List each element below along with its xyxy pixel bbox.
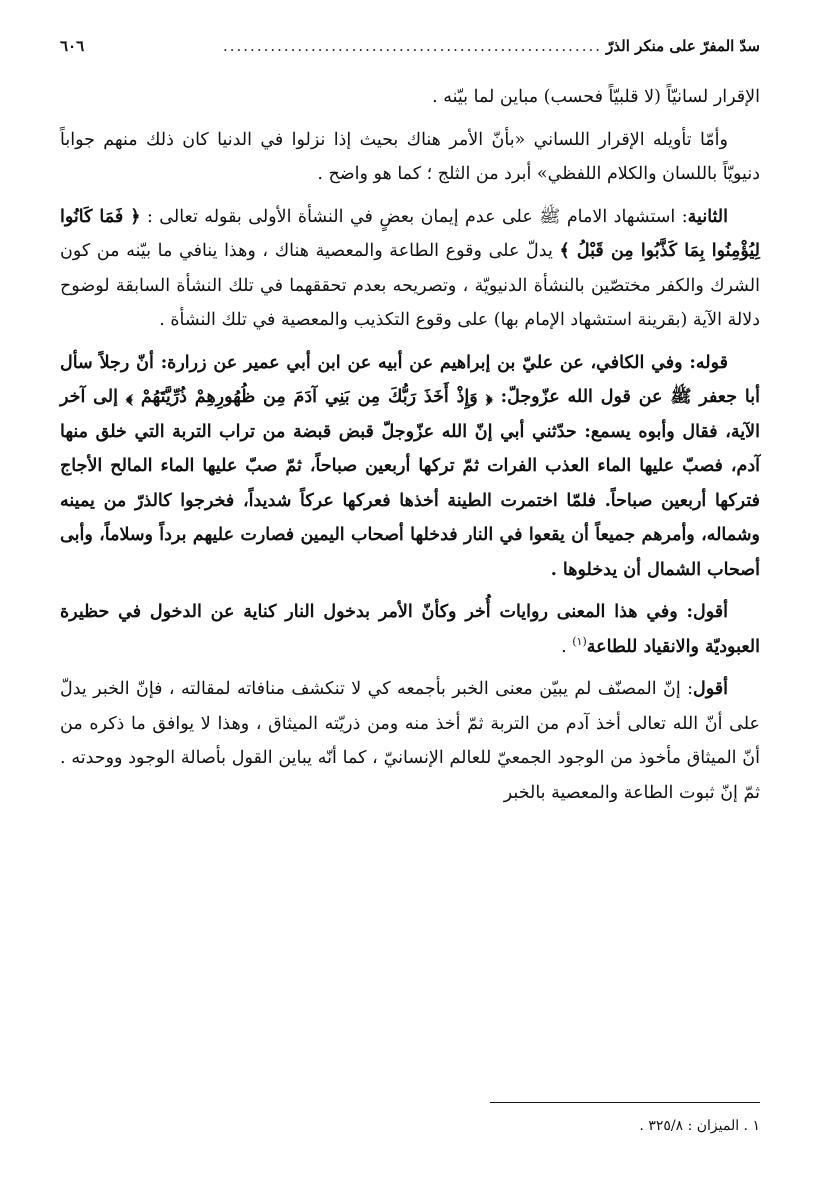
quran-verse: ﴿ وَإِذْ أَخَذَ رَبُّكَ مِن بَنِي آدَمَ مِن ظُهُورِهِمْ ذُرِّيَّتَهُمْ ﴾ bbox=[125, 387, 493, 407]
bold-text: قوله: وفي الكافي، عن عليّ بن إبراهيم عن أبيه عن ابن أبي عمير عن زرارة: أنّ رجلاً سأل أبا جعفر ﷺ عن قول الله عزّوجلّ: bbox=[60, 352, 760, 407]
main-text bbox=[60, 80, 760, 818]
paragraph-p2 bbox=[60, 123, 760, 192]
bold-text: أقول bbox=[693, 679, 728, 699]
quran-verse: ﴿ فَمَا كَانُوا لِيُؤْمِنُوا بِمَا كَذَّبُوا مِن قَبْلُ ﴾ bbox=[60, 206, 760, 261]
paragraph-p3 bbox=[60, 200, 760, 338]
body-text: . bbox=[561, 636, 573, 657]
bold-text: الثانية bbox=[687, 206, 728, 227]
body-text: وأمّا تأويله الإقرار اللساني «بأنّ الأمر هناك بحيث إذا نزلوا في الدنيا كان ذلك منهم جواباً دنيويّاً باللسان والكلام اللفظي» أبرد من الثلج ؛ كما هو واضح . bbox=[60, 129, 760, 184]
page-number: ٦٠٦ bbox=[60, 37, 85, 55]
paragraph-p6 bbox=[60, 672, 760, 810]
running-title: سدّ المفرّ على منكر الذرّ bbox=[606, 37, 760, 55]
body-text: : إنّ المصنّف لم يبيّن معنى الخبر بأجمعه كي لا تنكشف منافاته لمقالته ، فإنّ الخبر يدلّ على أنّ الله تعالى أخذ آدم من التربة ثمّ أخذ منه ومن ذريّته الميثاق ، وهذا لا يوافق ما ذكره من أنّ الميثاق مأخوذ من الوجود الجمعيّ للعالم الإنسانيّ ، كما أنّه يباين القول بأصالة الوجود ووحدته . ثمّ إنّ ثبوت الطاعة والمعصية بالخبر bbox=[60, 679, 760, 803]
footnote-divider bbox=[490, 1102, 760, 1103]
paragraph-p4 bbox=[60, 346, 760, 588]
body-text: : استشهاد الامام ﷺ على عدم إيمان بعضٍ في النشأة الأولى بقوله تعالى : bbox=[140, 206, 688, 227]
bold-text: إلى آخر الآية، فقال وأبوه يسمع: حدّثني أبي إنّ الله عزّوجلّ قبض قبضة من تراب التربة التي خلق منها آدم، فصبّ عليها الماء العذب الفرات ثمّ تركها أربعين صباحاً، ثمّ صبّ عليها الماء المالح الأجاج فتركها أربعين صباحاً. فلمّا اختمرت الطينة أخذها فعركها عركاً شديداً، فخرجوا كالذرّ من يمينه وشماله، وأمرهم جميعاً أن يقعوا في النار فدخلها أصحاب اليمين فصارت عليهم برداً وسلاماً، وأبى أصحاب الشمال أن يدخلوها . bbox=[60, 387, 760, 580]
body-text: الإقرار لسانيّاً (لا قلبيّاً فحسب) مباين لما بيّنه . bbox=[432, 87, 760, 107]
book-page bbox=[60, 32, 760, 1152]
footnote-text: ١ . الميزان : ٣٢٥/٨ . bbox=[639, 1118, 760, 1134]
body-text: يدلّ على وقوع الطاعة والمعصية هناك ، وهذا ينافي ما بيّنه من كون الشرك والكفر مختصّين بالنشأة الدنيويّة ، وتصريحه بعدم تحققهما في تلك النشأة السابقة لوضوح دلالة الآية (بقرينة استشهاد الإمام بها) على وقوع التكذيب والمعصية في تلك النشأة . bbox=[60, 241, 760, 330]
running-header bbox=[60, 32, 760, 60]
bold-text: أقول: وفي هذا المعنى روايات أُخر وكأنّ الأمر بدخول النار كناية عن الدخول في حظيرة العبوديّة والانقياد للطاعة bbox=[60, 602, 760, 657]
footnote bbox=[60, 1116, 760, 1136]
footnote-ref: (١) bbox=[572, 634, 587, 648]
paragraph-p5 bbox=[60, 595, 760, 664]
paragraph-p1 bbox=[60, 80, 760, 115]
header-leader-dots: ........................................................ bbox=[222, 37, 602, 55]
